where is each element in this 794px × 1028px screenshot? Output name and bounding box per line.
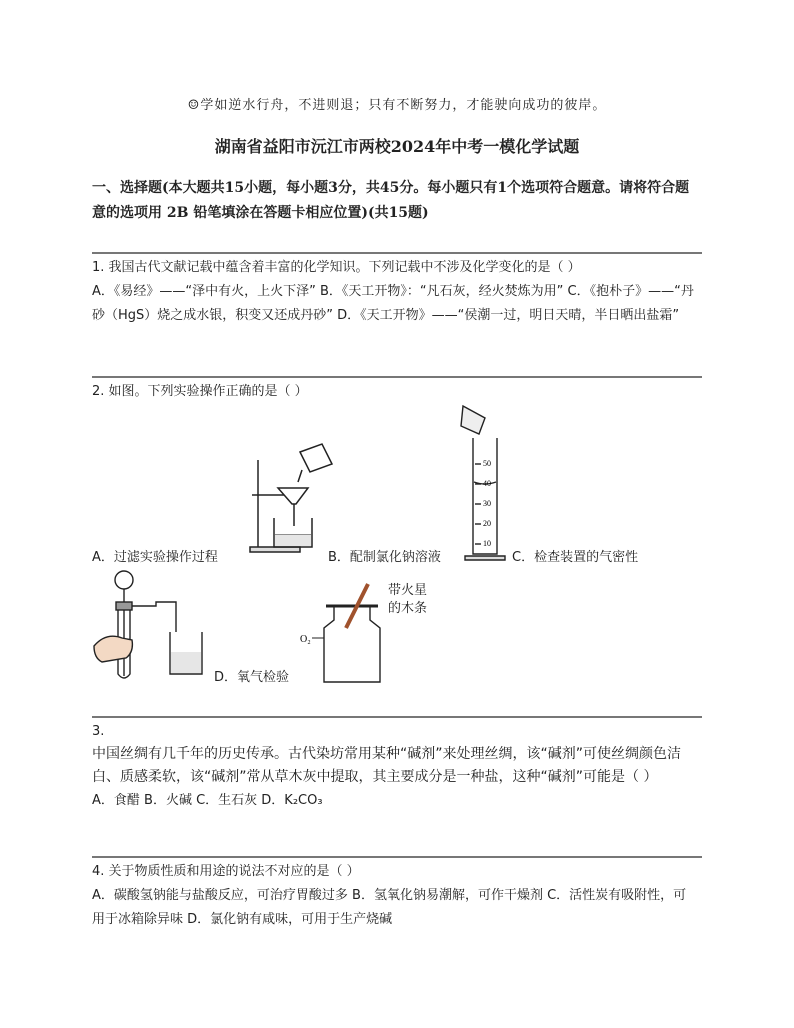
question-2 (92, 380, 698, 404)
airtightness-check-figure (92, 566, 214, 684)
cylinder-tick-label: 30 (483, 499, 491, 508)
question-stem: 1. 我国古代文献记载中蕴含着丰富的化学知识。下列记载中不涉及化学变化的是（ ） (92, 260, 581, 275)
question-stem: 2. 如图。下列实验操作正确的是（ ） (92, 384, 308, 399)
question-options: A．碳酸氢钠能与盐酸反应，可治疗胃酸过多 B．氢氧化钠易潮解，可作干燥剂 C．活性炭有吸附性，可用于冰箱除异味 D．氯化钠有咸味，可用于生产烧碱 (92, 888, 687, 927)
splint-label-line: 带火星 (388, 583, 428, 598)
question-3 (92, 720, 698, 812)
oxygen-test-figure (298, 580, 382, 686)
question-1 (92, 256, 698, 328)
divider (92, 856, 702, 858)
question-number: 3. (92, 724, 105, 739)
question-stem: 中国丝绸有几千年的历史传承。古代染坊常用某种“碱剂”来处理丝绸，该“碱剂”可使丝绸颜色洁白、质感柔软，该“碱剂”常从草木灰中提取，其主要成分是一种盐，这种“碱剂”可能是（ ） (92, 746, 682, 785)
cylinder-tick-label: 40 (483, 479, 491, 488)
splint-label (388, 582, 427, 618)
divider (92, 376, 702, 378)
question-stem: 4. 关于物质性质和用途的说法不对应的是（ ） (92, 864, 360, 879)
cylinder-tick-label: 50 (483, 459, 491, 468)
page-title: 湖南省益阳市沅江市两校2024年中考一模化学试题 (214, 137, 580, 156)
section-heading: 一、选择题(本大题共15小题，每小题3分，共45分。每小题只有1个选项符合题意。请将符合题意的选项用 2B 铅笔填涂在答题卡相应位置)(共15题) (92, 180, 690, 221)
divider (92, 252, 702, 254)
question-options: A．《易经》——“泽中有火，上火下泽” B．《天工开物》：“凡石灰，经火焚炼为用” C．《抱朴子》——“丹砂（HgS）烧之成水银，积变又还成丹砂” D．《天工开物》——“侯潮一过，明日天晴，半日晒出盐霜” (92, 284, 694, 323)
divider (92, 716, 702, 718)
splint-label-line: 的木条 (388, 601, 428, 616)
cylinder-tick-label: 20 (483, 519, 491, 528)
motto: ☺学如逆水行舟，不进则退；只有不断努力，才能驶向成功的彼岸。 (187, 98, 607, 113)
filtration-apparatus-figure (240, 440, 340, 555)
option-d-label: D．氧气检验 (214, 670, 290, 685)
option-c-label: C．检查装置的气密性 (512, 550, 639, 565)
oxygen-label: O₂ (300, 634, 311, 645)
option-a-label: A．过滤实验操作过程 (92, 550, 218, 565)
option-b-label: B．配制氯化钠溶液 (328, 550, 441, 565)
question-options: A．食醋 B．火碱 C．生石灰 D．K₂CO₃ (92, 793, 323, 808)
graduated-cylinder-figure (455, 404, 515, 564)
question-4 (92, 860, 698, 932)
cylinder-tick-label: 10 (483, 539, 491, 548)
